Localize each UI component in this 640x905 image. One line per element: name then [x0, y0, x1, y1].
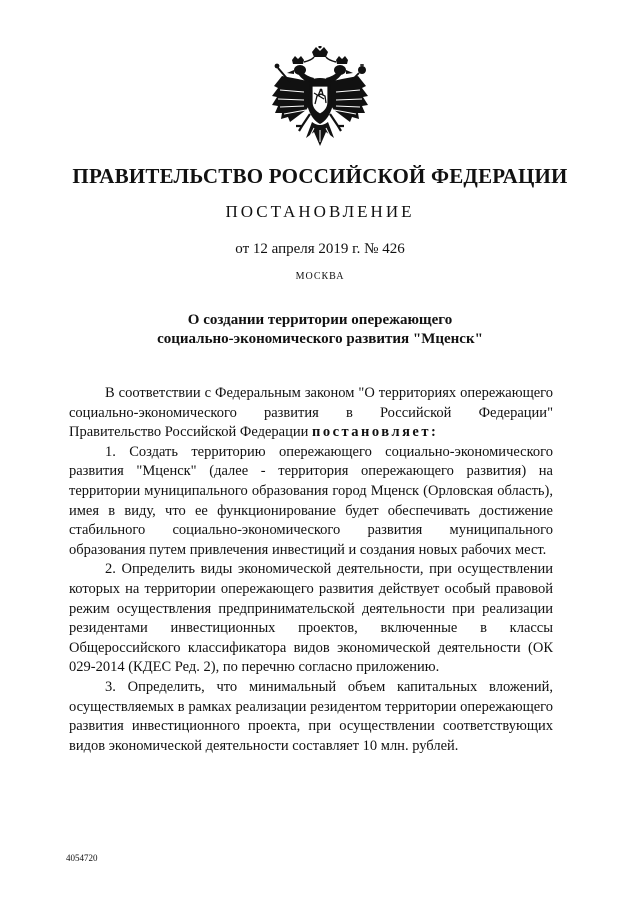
document-heading	[0, 311, 640, 349]
decree-word: постановляет:	[311, 424, 439, 441]
document-type: ПОСТАНОВЛЕНИЕ	[225, 202, 415, 221]
government-title: ПРАВИТЕЛЬСТВО РОССИЙСКОЙ ФЕДЕРАЦИИ	[72, 164, 568, 188]
item-2-paragraph: 2. Определить виды экономической деятельности, при осуществлении которых на территории опережающего развития действует особый правовой режим осуществления предпринимательской деятельности при реализации резидентами инвестиционных проектов, включенные в классы Общероссийского классификатора видов экономической деятельности (ОК 029-2014 (КДЕС Ред. 2), по перечню согласно приложению.	[69, 561, 553, 676]
item-3-paragraph: 3. Определить, что минимальный объем капитальных вложений, осуществляемых в рамках реализации резидентом территории опережающего развития инвестиционного проекта, при осуществлении соответствующих видов экономической деятельности составляет 10 млн. рублей.	[69, 678, 553, 754]
document-footer-code: 4054720	[66, 853, 98, 863]
heading-line-2: социально-экономического развития "Мценск"	[157, 331, 483, 347]
item-1-paragraph: 1. Создать территорию опережающего социально-экономического развития "Мценск" (далее - территория опережающего развития) на территории муниципального образования город Мценск (Орловская область), имея в виду, что ее функционирование будет обеспечивать достижение стабильного социально-экономического развития муниципального образования путем привлечения инвестиций и создания новых рабочих мест.	[69, 443, 553, 558]
preamble-paragraph	[69, 384, 553, 443]
document-body	[69, 384, 553, 756]
heading-line-1: О создании территории опережающего	[187, 312, 453, 328]
document-city: МОСКВА	[295, 271, 345, 282]
document-date-number: от 12 апреля 2019 г. № 426	[235, 241, 405, 257]
preamble-text: В соответствии с Федеральным законом "О территориях опережающего социально-экономического развития в Российской Федерации" Правительство Российской Федерации	[69, 385, 553, 441]
russian-coat-of-arms-icon	[268, 46, 372, 154]
